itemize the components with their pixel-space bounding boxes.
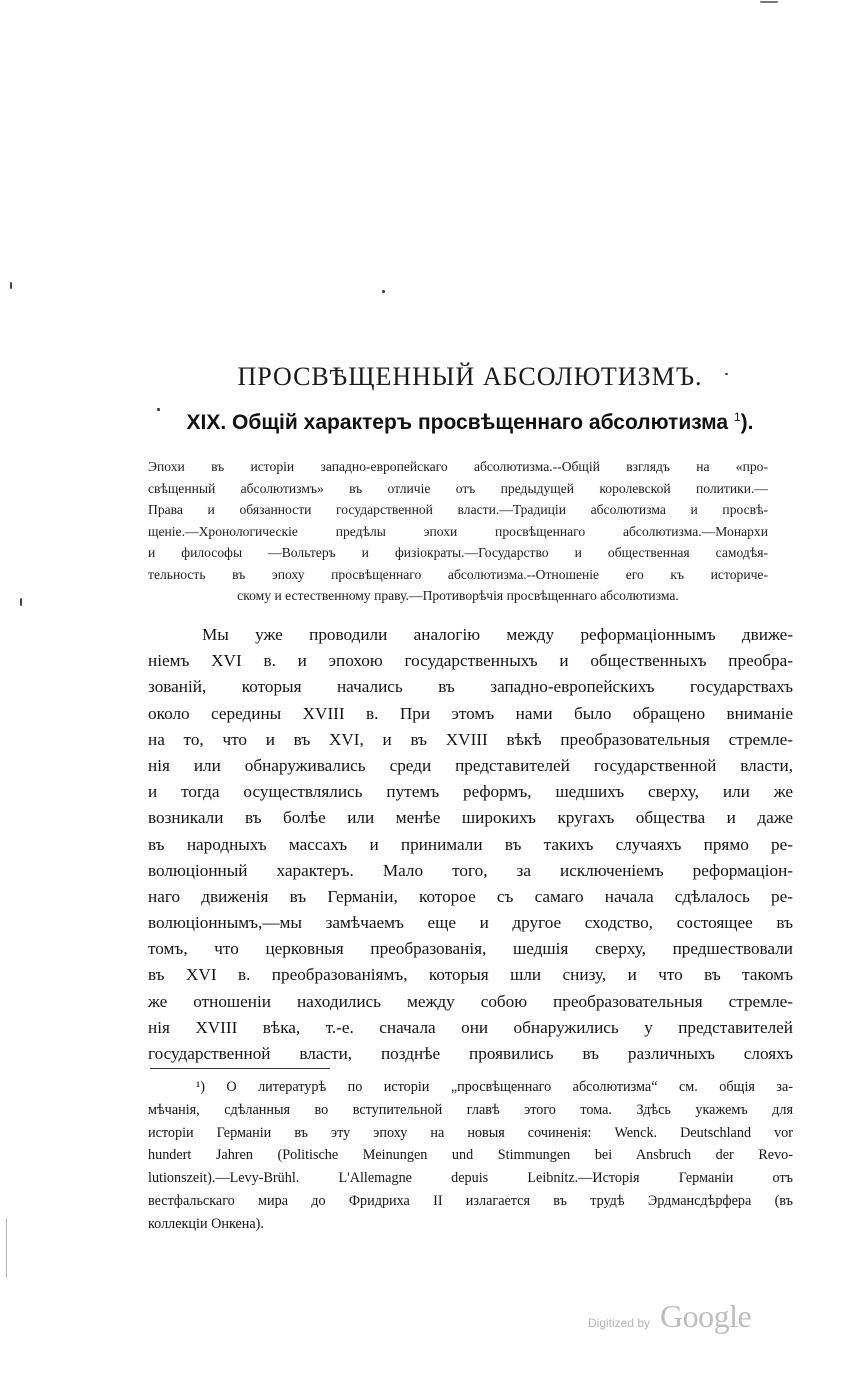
footnote-line: ¹) О литературѣ по исторіи „просвѣщеннаго абсолютизма“ см. общія за- bbox=[196, 1079, 793, 1095]
body-line: около середины XVIII в. При этомъ нами было обращено вниманіе bbox=[148, 703, 793, 723]
body-line: наго движенія въ Германіи, которое съ самаго начала сдѣлалось ре- bbox=[148, 886, 793, 906]
google-watermark bbox=[588, 1298, 768, 1338]
summary-line: Права и обязанности государственной власти.—Традиціи абсолютизма и просвѣ- bbox=[148, 502, 768, 517]
scan-speck bbox=[382, 290, 385, 293]
part-title: ПРОСВѢЩЕННЫЙ АБСОЛЮТИЗМЪ. bbox=[237, 362, 703, 391]
body-line: же отношеніи находились между собою преобразовательныя стремле- bbox=[148, 991, 793, 1011]
scan-speck bbox=[10, 282, 12, 289]
footnote-reference-paren: ) bbox=[740, 411, 748, 434]
body-line: ніемъ XVI в. и эпохою государственныхъ и общественныхъ преобра- bbox=[148, 651, 793, 671]
chapter-summary bbox=[148, 456, 768, 607]
scan-speck bbox=[157, 408, 160, 411]
body-line: нія XVIII вѣка, т.-е. сначала они обнаружились у представителей bbox=[148, 1017, 793, 1037]
body-line: въ XVI в. преобразованіямъ, которыя шли снизу, и что въ такомъ bbox=[148, 965, 793, 985]
footnote-reference[interactable]: 1 bbox=[733, 410, 741, 424]
summary-line: свѣщенный абсолютизмъ» въ отличіе отъ предыдущей королевской политики.— bbox=[148, 480, 768, 496]
body-line: Мы уже проводили аналогію между реформаціоннымъ движе- bbox=[202, 625, 793, 644]
chapter-title-end: . bbox=[747, 411, 754, 434]
footnote-line: коллекціи Онкена). bbox=[148, 1215, 264, 1232]
body-line: томъ, что церковныя преобразованія, шедшія сверху, предшествовали bbox=[148, 939, 793, 959]
footnote-divider bbox=[150, 1068, 330, 1069]
body-line: волюціонный характеръ. Мало того, за исключеніемъ реформаціон- bbox=[148, 860, 793, 880]
body-line: на то, что и въ XVI, и въ XVIII вѣкѣ преобразовательныя стремле- bbox=[148, 729, 793, 749]
footnote bbox=[148, 1076, 793, 1236]
summary-line: щеніе.—Хронологическіе предѣлы эпохи просвѣщеннаго абсолютизма.—Монархи bbox=[148, 523, 768, 539]
body-line: нія или обнаруживались среди представителей государственной власти, bbox=[148, 755, 793, 775]
footnote-line: hundert Jahren (Politische Meinungen und Stimmungen bei Ansbruch der Revo- bbox=[148, 1147, 793, 1164]
footnote-line: вестфальскаго мира до Фридриха II излагается въ трудѣ Эрдмансдѣрфера (въ bbox=[148, 1192, 793, 1209]
body-line: въ народныхъ массахъ и принимали въ такихъ случаяхъ прямо ре- bbox=[148, 834, 793, 854]
summary-line: тельность въ эпоху просвѣщеннаго абсолютизма.--Отношеніе его къ историче- bbox=[148, 566, 768, 582]
watermark-prefix: Digitized by bbox=[588, 1316, 651, 1330]
summary-line: Эпохи въ исторіи западно-европейскаго абсолютизма.--Общій взглядъ на «про- bbox=[148, 459, 768, 474]
body-line: зованій, которыя начались въ западно-европейскихъ государствахъ bbox=[148, 677, 793, 697]
footnote-line: исторіи Германіи въ эту эпоху на новыя сочиненія: Wenck. Deutschland vor bbox=[148, 1124, 793, 1141]
footnote-line: lutionszeit).—Levy-Brühl. L'Allemagne depuis Leibnitz.—Исторія Германіи отъ bbox=[148, 1170, 793, 1187]
summary-line: и философы —Вольтеръ и физіократы.—Государство и общественная самодѣя- bbox=[148, 545, 768, 560]
scan-speck bbox=[725, 373, 728, 375]
scan-speck bbox=[760, 1, 778, 3]
footnote-line: мѣчанія, сдѣланныя во вступительной главѣ этого тома. Здѣсь укажемъ для bbox=[148, 1101, 793, 1118]
scan-speck bbox=[20, 598, 22, 606]
body-line: возникали въ болѣе или менѣе широкихъ кругахъ общества и даже bbox=[148, 808, 793, 828]
chapter-title-text: XIX. Общій характеръ просвѣщеннаго абсолютизма bbox=[186, 411, 729, 434]
body-paragraph bbox=[148, 622, 793, 1067]
body-line: волюціоннымъ,—мы замѣчаемъ еще и другое сходство, состоящее въ bbox=[148, 913, 793, 933]
google-logo: Google bbox=[660, 1298, 752, 1334]
scan-speck bbox=[6, 1218, 7, 1278]
summary-line: скому и естественному праву.—Противорѣчія просвѣщеннаго абсолютизма. bbox=[237, 588, 679, 603]
chapter-title bbox=[160, 410, 780, 435]
body-line: и тогда осуществлялись путемъ реформъ, шедшихъ сверху, или же bbox=[148, 782, 793, 802]
body-line: государственной власти, позднѣе проявились въ различныхъ слояхъ bbox=[148, 1044, 793, 1063]
